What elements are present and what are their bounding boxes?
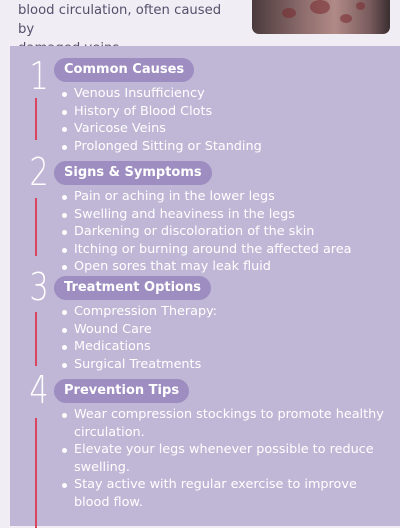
section-divider-line bbox=[35, 198, 37, 256]
list-item: Darkening or discoloration of the skin bbox=[74, 223, 392, 241]
section-list bbox=[74, 406, 392, 512]
list-item: History of Blood Clots bbox=[74, 103, 392, 121]
list-item: Medications bbox=[74, 338, 392, 356]
list-item: Venous Insufficiency bbox=[74, 85, 392, 103]
section-number: 1 bbox=[29, 54, 49, 98]
list-item: Varicose Veins bbox=[74, 120, 392, 138]
list-item: Surgical Treatments bbox=[74, 356, 392, 374]
list-item: Stay active with regular exercise to improve blood flow. bbox=[74, 476, 392, 511]
section-title-badge: Prevention Tips bbox=[54, 379, 189, 403]
list-item: Wound Care bbox=[74, 321, 392, 339]
intro-line-1: blood circulation, often caused by bbox=[18, 3, 222, 37]
section-title-badge: Signs & Symptoms bbox=[54, 161, 212, 185]
section-list bbox=[74, 85, 392, 155]
list-item: Elevate your legs whenever possible to reduce swelling. bbox=[74, 441, 392, 476]
section-number: 2 bbox=[29, 150, 49, 194]
section-list bbox=[74, 188, 392, 276]
skin-condition-photo bbox=[252, 0, 390, 34]
section-divider-line bbox=[35, 418, 37, 528]
list-item: Swelling and heaviness in the legs bbox=[74, 206, 392, 224]
list-item: Open sores that may leak fluid bbox=[74, 258, 392, 276]
list-item: Prolonged Sitting or Standing bbox=[74, 138, 392, 156]
list-item: Itching or burning around the affected area bbox=[74, 241, 392, 259]
list-item: Compression Therapy: bbox=[74, 303, 392, 321]
section-title-badge: Treatment Options bbox=[54, 276, 211, 300]
list-item: Wear compression stockings to promote healthy circulation. bbox=[74, 406, 392, 441]
info-panel bbox=[10, 46, 400, 526]
section-divider-line bbox=[35, 312, 37, 366]
section-number: 3 bbox=[29, 265, 49, 309]
section-number: 4 bbox=[29, 368, 49, 412]
section-list bbox=[74, 303, 392, 373]
section-divider-line bbox=[35, 98, 37, 140]
list-item: Pain or aching in the lower legs bbox=[74, 188, 392, 206]
section-title-badge: Common Causes bbox=[54, 58, 194, 82]
